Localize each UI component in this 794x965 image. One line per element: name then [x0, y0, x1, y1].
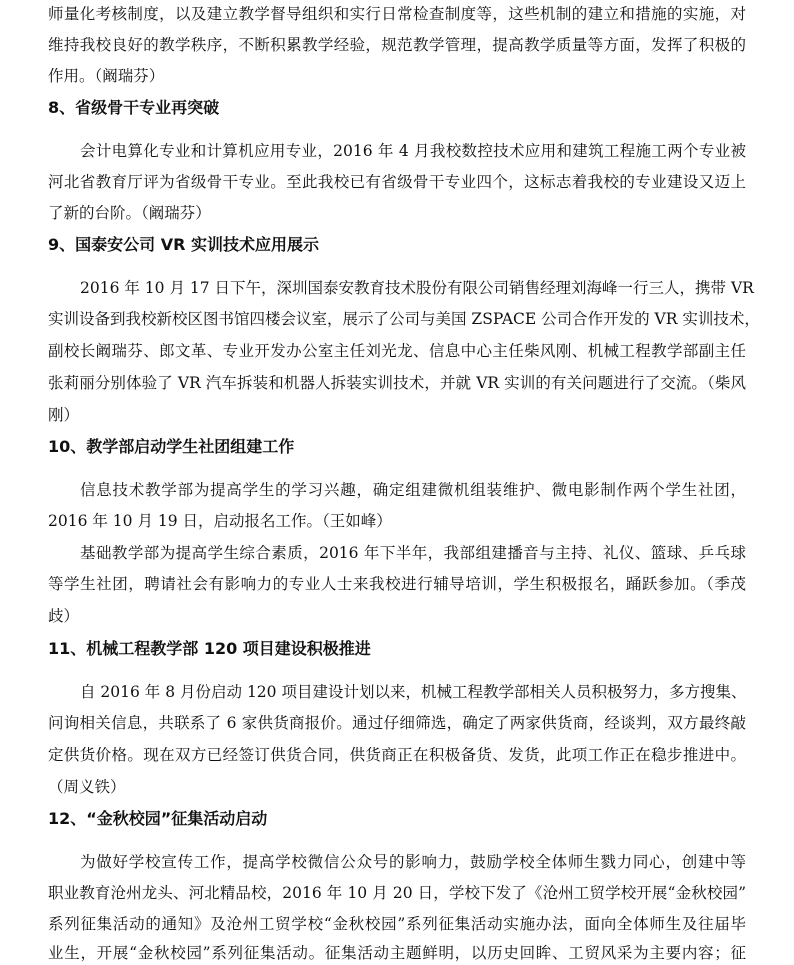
paragraph-line: 会计电算化专业和计算机应用专业，2016 年 4 月我校数控技术应用和建筑工程施工两个专业被 — [80, 142, 746, 160]
section-heading: 9、国泰安公司 VR 实训技术应用展示 — [48, 235, 319, 254]
paragraph-line: 等学生社团，聘请社会有影响力的专业人士来我校进行辅导培训，学生积极报名，踊跃参加。（季茂 — [48, 575, 746, 593]
paragraph-line: 副校长阚瑞芬、郎文革、专业开发办公室主任刘光龙、信息中心主任柴风刚、机械工程教学部副主任 — [48, 342, 746, 360]
paragraph-line: 师量化考核制度，以及建立教学督导组织和实行日常检查制度等，这些机制的建立和措施的实施，对 — [48, 5, 746, 23]
paragraph-line: 刚） — [48, 406, 80, 424]
paragraph-line: 信息技术教学部为提高学生的学习兴趣，确定组建微机组装维护、微电影制作两个学生社团， — [80, 481, 746, 499]
paragraph-line: 河北省教育厅评为省级骨干专业。至此我校已有省级骨干专业四个，这标志着我校的专业建设又迈上 — [48, 173, 746, 191]
paragraph-line: 为做好学校宣传工作，提高学校微信公众号的影响力，鼓励学校全体师生戮力同心，创建中等 — [80, 853, 746, 871]
paragraph-line: 歧） — [48, 607, 80, 625]
paragraph-line: 2016 年 10 月 17 日下午，深圳国泰安教育技术股份有限公司销售经理刘海峰一行三人，携带 VR — [80, 279, 754, 297]
paragraph-line: 自 2016 年 8 月份启动 120 项目建设计划以来，机械工程教学部相关人员积极努力，多方搜集、 — [80, 683, 747, 701]
paragraph-line: （周义铁） — [48, 778, 126, 796]
paragraph-line: 问询相关信息，共联系了 6 家供货商报价。通过仔细筛选，确定了两家供货商，经谈判，双方最终敲 — [48, 714, 746, 732]
paragraph-line: 张莉丽分别体验了 VR 汽车拆装和机器人拆装实训技术，并就 VR 实训的有关问题进行了交流。（柴风 — [48, 374, 746, 392]
paragraph-line: 维持我校良好的教学秩序，不断积累教学经验，规范教学管理，提高教学质量等方面，发挥了积极的 — [48, 36, 746, 54]
section-heading: 10、教学部启动学生社团组建工作 — [48, 437, 295, 456]
paragraph-line: 职业教育沧州龙头、河北精品校，2016 年 10 月 20 日，学校下发了《沧州工贸学校开展“金秋校园” — [48, 884, 746, 902]
section-heading: 12、“金秋校园”征集活动启动 — [48, 809, 268, 828]
paragraph-line: 了新的台阶。（阚瑞芬） — [48, 204, 211, 222]
section-heading: 11、机械工程教学部 120 项目建设积极推进 — [48, 639, 371, 658]
paragraph-line: 业生，开展“金秋校园”系列征集活动。征集活动主题鲜明，以历史回眸、工贸风采为主要内容；征 — [48, 944, 746, 962]
paragraph-line: 作用。（阚瑞芬） — [48, 67, 165, 85]
paragraph-line: 基础教学部为提高学生综合素质，2016 年下半年，我部组建播音与主持、礼仪、篮球、乒乓球 — [80, 544, 746, 562]
section-heading: 8、省级骨干专业再突破 — [48, 98, 220, 117]
paragraph-line: 实训设备到我校新校区图书馆四楼会议室，展示了公司与美国 ZSPACE 公司合作开发的 VR 实训技术， — [48, 310, 760, 328]
paragraph-line: 2016 年 10 月 19 日，启动报名工作。（王如峰） — [48, 512, 392, 530]
paragraph-line: 定供货价格。现在双方已经签订供货合同，供货商正在积极备货、发货，此项工作正在稳步推进中。 — [48, 746, 746, 764]
paragraph-line: 系列征集活动的通知》及沧州工贸学校“金秋校园”系列征集活动实施办法，面向全体师生及往届毕 — [48, 915, 746, 933]
